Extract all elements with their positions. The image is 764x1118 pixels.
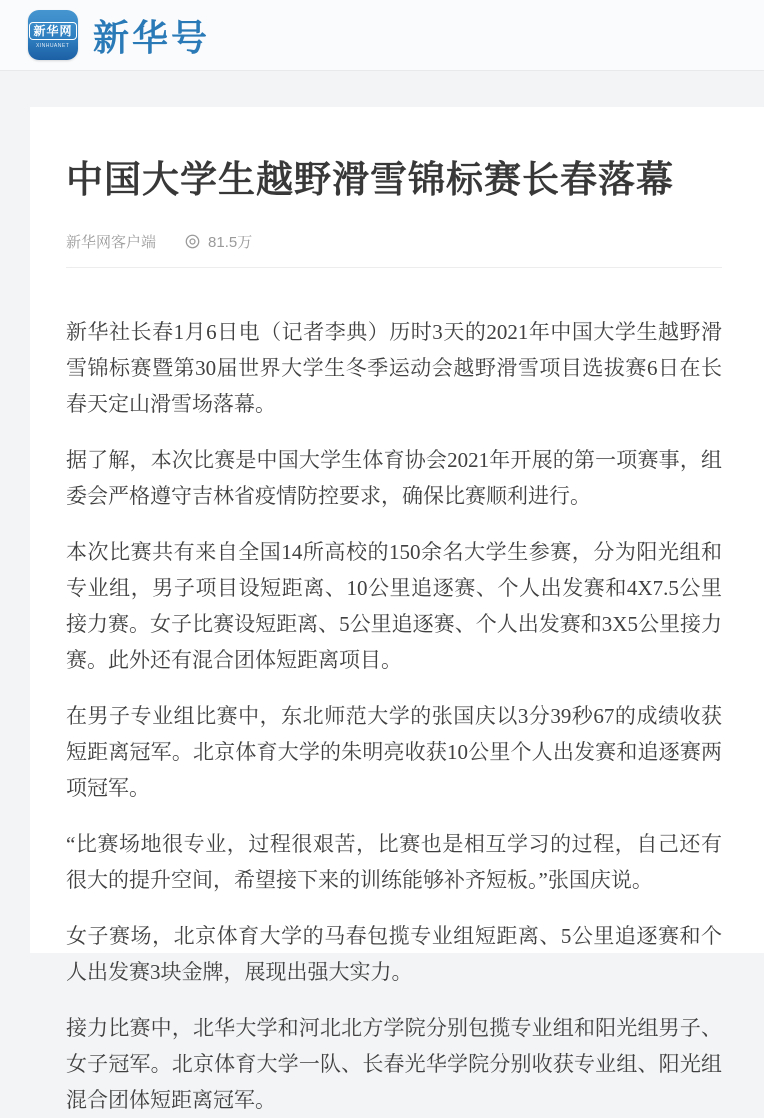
divider (66, 267, 722, 268)
article-byline (66, 231, 722, 252)
article-paragraph: 女子赛场，北京体育大学的马春包揽专业组短距离、5公里追逐赛和个人出发赛3块金牌，展现出强大实力。 (66, 924, 722, 985)
eye-icon (184, 233, 201, 250)
xinhuanet-logo-title: 新华网 (29, 22, 76, 40)
xinhuanet-logo-subtitle: XINHUANET (36, 42, 70, 49)
view-count (184, 231, 252, 252)
article-title: 中国大学生越野滑雪锦标赛长春落幕 (66, 160, 674, 201)
xinhuanet-logo[interactable] (28, 10, 78, 60)
site-header (0, 0, 764, 71)
article-paragraph: 本次比赛共有来自全国14所高校的150余名大学生参赛，分为阳光组和专业组，男子项目设短距离、10公里追逐赛、个人出发赛和4X7.5公里接力赛。女子比赛设短距离、5公里追逐赛、个人出发赛和3X5公里接力赛。此外还有混合团体短距离项目。 (66, 540, 722, 673)
article-source[interactable]: 新华网客户端 (66, 234, 157, 252)
view-count-value: 81.5万 (208, 234, 253, 252)
article-body (66, 314, 722, 1118)
article-paragraph: 接力比赛中，北华大学和河北北方学院分别包揽专业组和阳光组男子、女子冠军。北京体育大学一队、长春光华学院分别收获专业组、阳光组混合团体短距离冠军。 (66, 1016, 722, 1113)
article-paragraph: 新华社长春1月6日电（记者李典）历时3天的2021年中国大学生越野滑雪锦标赛暨第30届世界大学生冬季运动会越野滑雪项目选拔赛6日在长春天定山滑雪场落幕。 (66, 320, 722, 417)
article-paragraph: “比赛场地很专业，过程很艰苦，比赛也是相互学习的过程，自己还有很大的提升空间，希望接下来的训练能够补齐短板。”张国庆说。 (66, 832, 722, 893)
article-paragraph: 在男子专业组比赛中，东北师范大学的张国庆以3分39秒67的成绩收获短距离冠军。北京体育大学的朱明亮收获10公里个人出发赛和追逐赛两项冠军。 (66, 704, 722, 801)
article-paragraph: 据了解，本次比赛是中国大学生体育协会2021年开展的第一项赛事，组委会严格遵守吉林省疫情防控要求，确保比赛顺利进行。 (66, 448, 722, 509)
xinhuahao-wordmark[interactable]: 新华号 (93, 16, 211, 58)
article-card (30, 107, 764, 1113)
